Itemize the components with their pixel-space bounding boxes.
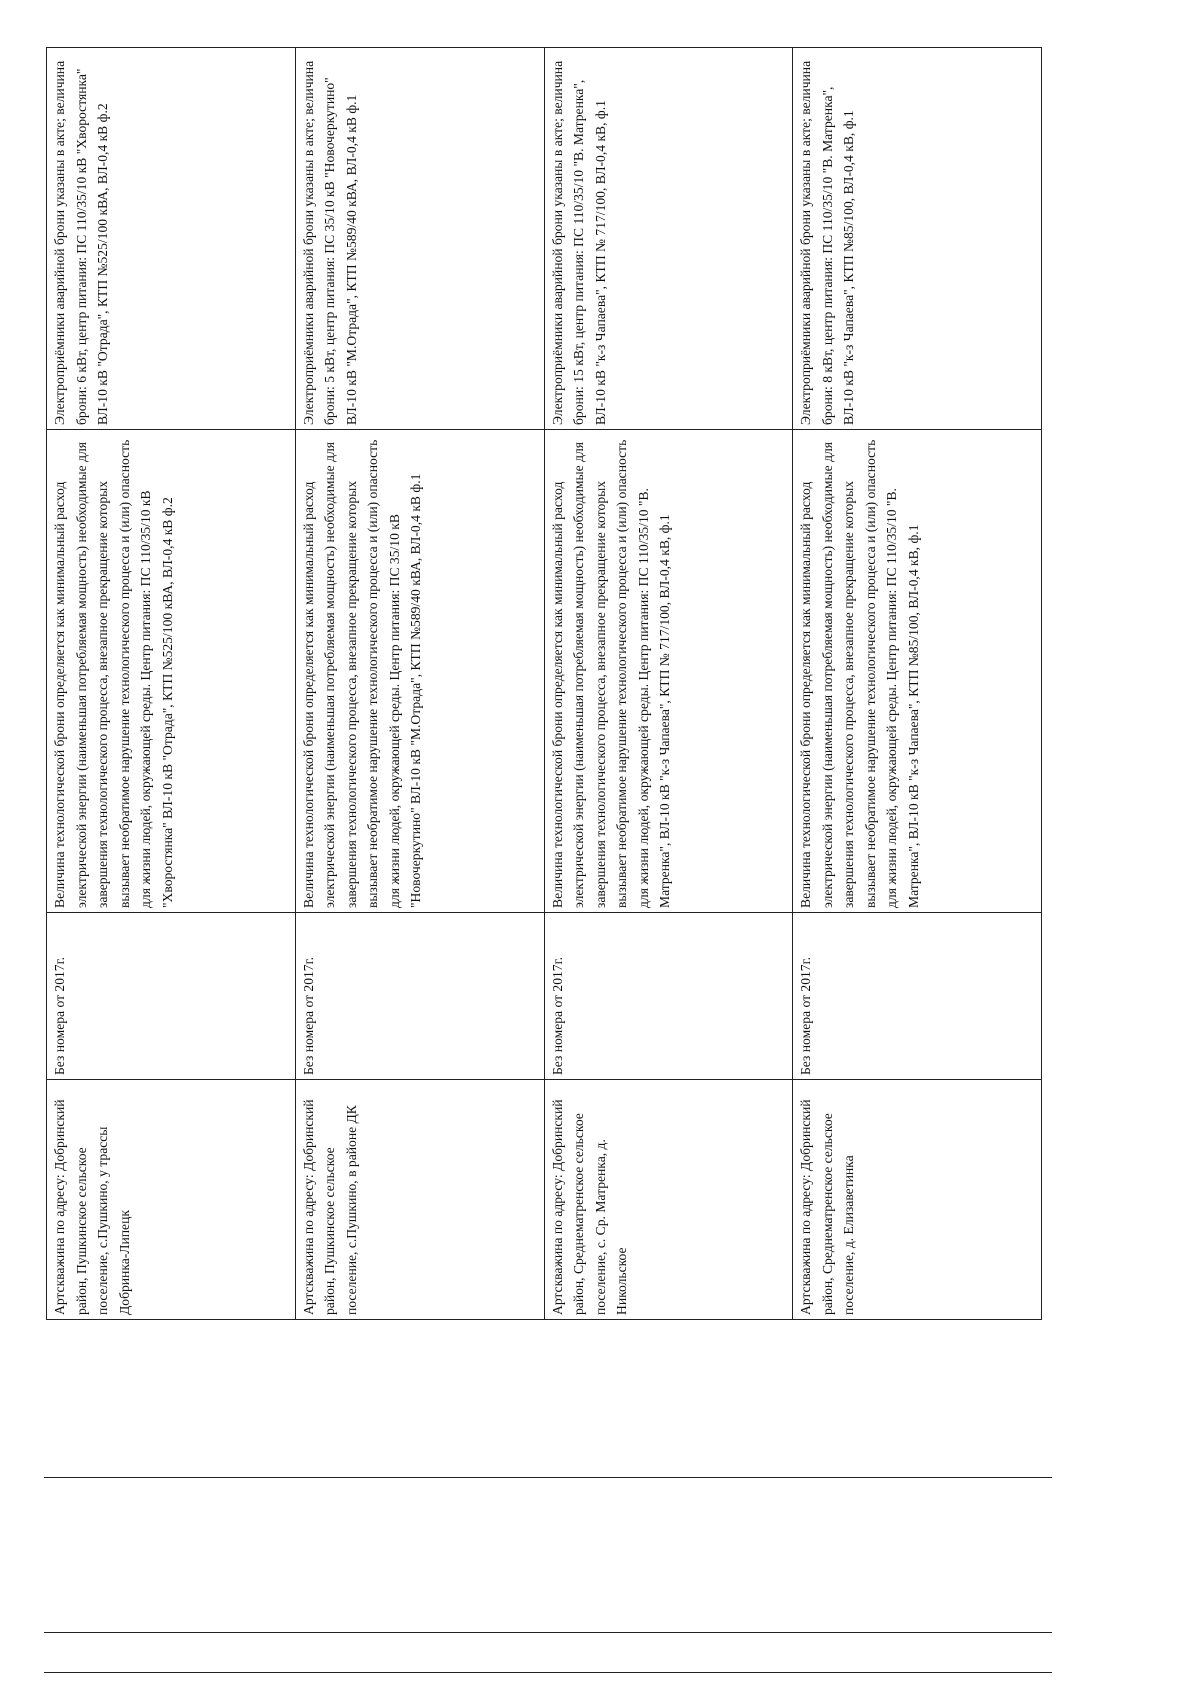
emergency-reserve-cell: Электроприёмники аварийной брони указаны в акте; величина брони: 5 кВт, центр питания: ПС 35/10 кВ "Новочеркутино" ВЛ-10 кВ "М.Отрада", КТП №589/40 кВА, ВЛ-0,4 кВ ф.1 bbox=[295, 48, 544, 430]
divider-line bbox=[44, 1477, 1052, 1478]
location-cell: Артскважина по адресу: Добринский район, Среднематренское сельское поселение, с. Ср. Матренка, д. Никольское bbox=[544, 1080, 793, 1320]
location-cell: Артскважина по адресу: Добринский район, Среднематренское сельское поселение, д. Елизаветинка bbox=[793, 1080, 1042, 1320]
emergency-reserve-cell: Электроприёмники аварийной брони указаны в акте; величина брони: 15 кВт, центр питания: ПС 110/35/10 "В. Матренка", ВЛ-10 кВ "к-з Чапаева", КТП № 717/100, ВЛ-0,4 кВ, ф.1 bbox=[544, 48, 793, 430]
tech-reserve-cell: Величина технологической брони определяется как минимальный расход электрической энергии (наименьшая потребляемая мощность) необходимые для завершения технологического процесса, внезапное прекращение которых вызывает необратимое нарушение технологического процесса и (или) опасность для жизни людей, окружающей среды. Центр питания: ПС 110/35/10 "В. Матренка", ВЛ-10 кВ "к-з Чапаева", КТП №85/100, ВЛ-0,4 кВ, ф.1 bbox=[793, 430, 1042, 913]
act-cell: Без номера от 2017г. bbox=[793, 913, 1042, 1080]
table-row bbox=[47, 48, 296, 1320]
reserve-table bbox=[46, 47, 1042, 1320]
table-row bbox=[295, 48, 544, 1320]
act-cell: Без номера от 2017г. bbox=[295, 913, 544, 1080]
emergency-reserve-cell: Электроприёмники аварийной брони указаны в акте; величина брони: 8 кВт, центр питания: ПС 110/35/10 "В. Матренка", ВЛ-10 кВ "к-з Чапаева", КТП №85/100, ВЛ-0,4 кВ, ф.1 bbox=[793, 48, 1042, 430]
emergency-reserve-cell: Электроприёмники аварийной брони указаны в акте; величина брони: 6 кВт, центр питания: ПС 110/35/10 кВ "Хворостянка" ВЛ-10 кВ "Отрада", КТП №525/100 кВА, ВЛ-0,4 кВ ф.2 bbox=[47, 48, 296, 430]
act-cell: Без номера от 2017г. bbox=[47, 913, 296, 1080]
divider-line bbox=[44, 1632, 1052, 1633]
act-cell: Без номера от 2017г. bbox=[544, 913, 793, 1080]
table-row bbox=[793, 48, 1042, 1320]
tech-reserve-cell: Величина технологической брони определяется как минимальный расход электрической энергии (наименьшая потребляемая мощность) необходимые для завершения технологического процесса, внезапное прекращение которых вызывает необратимое нарушение технологического процесса и (или) опасность для жизни людей, окружающей среды. Центр питания: ПС 110/35/10 кВ "Хворостянка" ВЛ-10 кВ "Отрада", КТП №525/100 кВА, ВЛ-0,4 кВ ф.2 bbox=[47, 430, 296, 913]
location-cell: Артскважина по адресу: Добринский район, Пушкинское сельское поселение, с.Пушкино, в районе ДК bbox=[295, 1080, 544, 1320]
divider-line bbox=[44, 1672, 1052, 1673]
tech-reserve-cell: Величина технологической брони определяется как минимальный расход электрической энергии (наименьшая потребляемая мощность) необходимые для завершения технологического процесса, внезапное прекращение которых вызывает необратимое нарушение технологического процесса и (или) опасность для жизни людей, окружающей среды. Центр питания: ПС 110/35/10 "В. Матренка", ВЛ-10 кВ "к-з Чапаева", КТП № 717/100, ВЛ-0,4 кВ, ф.1 bbox=[544, 430, 793, 913]
table-row bbox=[544, 48, 793, 1320]
rotated-table-container bbox=[46, 48, 1042, 1320]
location-cell: Артскважина по адресу: Добринский район, Пушкинское сельское поселение, с.Пушкино, у трассы Добринка-Липецк bbox=[47, 1080, 296, 1320]
tech-reserve-cell: Величина технологической брони определяется как минимальный расход электрической энергии (наименьшая потребляемая мощность) необходимые для завершения технологического процесса, внезапное прекращение которых вызывает необратимое нарушение технологического процесса и (или) опасность для жизни людей, окружающей среды. Центр питания: ПС 35/10 кВ "Новочеркутино" ВЛ-10 кВ "М.Отрада", КТП №589/40 кВА, ВЛ-0,4 кВ ф.1 bbox=[295, 430, 544, 913]
